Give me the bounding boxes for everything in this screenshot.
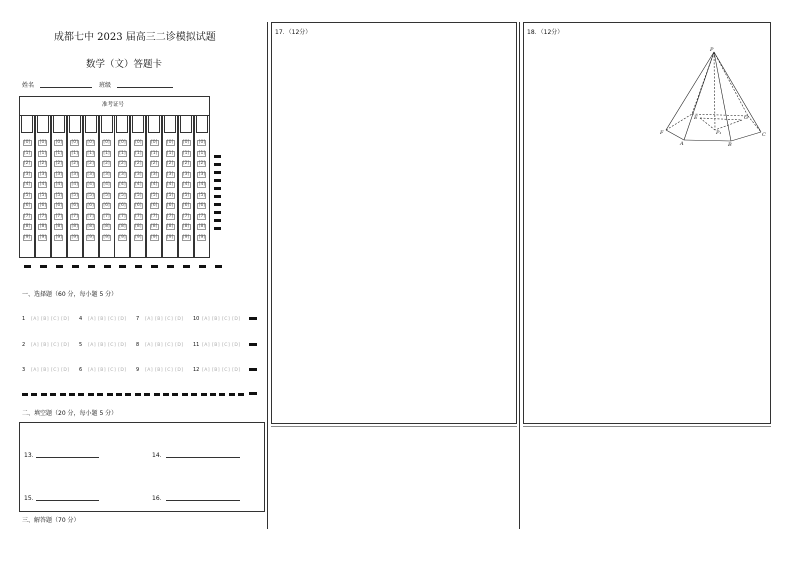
exam-id-digit-bubble[interactable]: [2] [166,161,174,166]
column-divider-1 [267,22,268,529]
label-G: G [744,115,748,121]
timing-mark [31,393,37,396]
mcq-question-number: 12 [193,367,200,373]
exam-id-digit-bubble[interactable]: [7] [103,213,110,219]
mcq-question-number: 6 [79,367,83,373]
q17-answer-box[interactable] [271,22,517,424]
exam-id-digit-bubble[interactable]: [9] [135,234,142,240]
exam-id-digit-bubble[interactable]: [0] [198,140,206,145]
exam-id-digit-bubble[interactable]: [9] [151,234,158,240]
exam-id-digit-bubble[interactable]: [8] [182,224,190,229]
exam-id-digit-bubble[interactable]: [6] [182,203,190,208]
exam-id-digit-bubble[interactable]: [5] [135,192,142,198]
exam-id-digit-bubble[interactable]: [0] [23,140,31,145]
pyramid-figure [660,44,770,150]
timing-mark [249,317,257,320]
timing-mark [135,265,142,268]
label-B: B [728,142,732,148]
exam-id-digit-bubble[interactable]: [6] [151,203,158,208]
q18-label: 18．（12分） [527,29,564,36]
exam-id-digit-bubble[interactable]: [5] [87,192,94,198]
exam-id-digit-bubble[interactable]: [7] [23,213,31,219]
timing-mark [214,155,221,158]
q16-answer-line[interactable] [166,493,240,501]
q17-bottom-rule [271,426,517,427]
exam-id-write-box[interactable] [101,116,113,133]
timing-mark [210,393,216,396]
exam-id-digit-bubble[interactable]: [2] [103,161,110,166]
exam-id-digit-bubble[interactable]: [5] [119,192,126,198]
timing-mark [215,265,222,268]
mcq-question-number: 10 [193,316,200,322]
exam-id-digit-bubble[interactable]: [8] [166,224,174,229]
timing-mark [219,393,225,396]
exam-id-digit-bubble[interactable]: [7] [39,213,47,219]
exam-id-digit-bubble[interactable]: [3] [119,171,126,177]
exam-id-digit-bubble[interactable]: [1] [55,150,62,156]
exam-id-digit-bubble[interactable]: [6] [87,203,94,208]
timing-mark [104,265,111,268]
exam-id-digit-bubble[interactable]: [9] [71,234,78,240]
exam-id-digit-bubble[interactable]: [1] [119,150,126,156]
class-field[interactable] [117,80,173,88]
mcq-options[interactable]: [A] [B] [C] [D] [88,316,127,322]
q18-bottom-rule [523,426,771,427]
timing-mark [214,219,221,222]
label-A: A [680,141,684,147]
exam-id-digit-bubble[interactable]: [1] [182,150,190,156]
exam-id-write-box[interactable] [132,116,144,133]
timing-mark [183,265,190,268]
exam-id-digit-bubble[interactable]: [6] [39,203,47,208]
exam-id-digit-bubble[interactable]: [8] [103,224,110,229]
exam-id-digit-bubble[interactable]: [0] [87,140,94,145]
exam-id-digit-bubble[interactable]: [0] [135,140,142,145]
timing-mark [172,393,178,396]
timing-mark [191,393,197,396]
exam-id-digit-bubble[interactable]: [3] [198,171,206,177]
exam-id-digit-bubble[interactable]: [7] [166,213,174,219]
exam-id-digit-bubble[interactable]: [4] [87,182,94,187]
exam-id-digit-bubble[interactable]: [4] [198,182,206,187]
exam-id-digit-bubble[interactable]: [5] [39,192,47,198]
exam-id-digit-bubble[interactable]: [5] [103,192,110,198]
timing-mark [107,393,113,396]
timing-mark [78,393,84,396]
exam-id-digit-bubble[interactable]: [4] [71,182,78,187]
exam-id-digit-bubble[interactable]: [1] [198,150,206,156]
exam-id-digit-bubble[interactable]: [1] [135,150,142,156]
timing-mark [214,179,221,182]
timing-mark [214,211,221,214]
timing-mark [60,393,66,396]
exam-id-digit-bubble[interactable]: [4] [135,182,142,187]
exam-id-digit-bubble[interactable]: [7] [135,213,142,219]
exam-id-digit-bubble[interactable]: [3] [39,171,47,177]
exam-id-digit-bubble[interactable]: [3] [87,171,94,177]
mcq-options[interactable]: [A] [B] [C] [D] [202,367,241,373]
exam-id-write-box[interactable] [21,116,33,133]
timing-mark [214,203,221,206]
section3-heading: 三、解答题（70 分） [22,517,80,524]
mcq-options[interactable]: [A] [B] [C] [D] [145,367,184,373]
q15-label: 15． [24,495,38,502]
timing-mark [22,393,28,396]
exam-id-digit-bubble[interactable]: [9] [39,234,47,240]
exam-id-digit-bubble[interactable]: [8] [198,224,206,229]
exam-id-digit-bubble[interactable]: [7] [182,213,190,219]
q13-label: 13． [24,452,38,459]
exam-id-digit-bubble[interactable]: [1] [166,150,174,156]
exam-id-digit-bubble[interactable]: [3] [182,171,190,177]
exam-id-digit-bubble[interactable]: [4] [23,182,31,187]
exam-id-label: 准考证号 [102,102,125,108]
exam-id-digit-bubble[interactable]: [3] [135,171,142,177]
label-E: E [694,115,698,121]
exam-id-digit-bubble[interactable]: [0] [103,140,110,145]
mcq-question-number: 4 [79,316,83,322]
exam-id-digit-bubble[interactable]: [8] [55,224,62,229]
exam-id-digit-bubble[interactable]: [0] [166,140,174,145]
exam-id-digit-bubble[interactable]: [1] [39,150,47,156]
exam-id-digit-bubble[interactable]: [9] [166,234,174,240]
exam-id-digit-bubble[interactable]: [6] [119,203,126,208]
section1-heading: 一、选择题（60 分，每小题 5 分） [22,291,118,298]
mcq-question-number: 8 [136,342,140,348]
exam-id-digit-bubble[interactable]: [5] [166,192,174,198]
timing-mark [238,393,244,396]
name-field[interactable] [40,80,92,88]
exam-id-digit-bubble[interactable]: [9] [103,234,110,240]
exam-id-write-box[interactable] [164,116,176,133]
timing-mark [125,393,131,396]
mcq-options[interactable]: [A] [B] [C] [D] [202,316,241,322]
page-title: 成都七中 2023 届高三二诊模拟试题 [54,32,216,43]
exam-id-digit-bubble[interactable]: [0] [71,140,78,145]
exam-id-digit-bubble[interactable]: [0] [182,140,190,145]
q17-label: 17．（12分） [275,29,312,36]
q14-label: 14． [152,452,166,459]
exam-id-digit-bubble[interactable]: [3] [23,171,31,177]
timing-mark [151,265,158,268]
exam-id-digit-bubble[interactable]: [5] [151,192,158,198]
exam-id-digit-bubble[interactable]: [7] [87,213,94,219]
exam-id-digit-bubble[interactable]: [4] [151,182,158,187]
exam-id-digit-bubble[interactable]: [1] [71,150,78,156]
timing-mark [72,265,79,268]
exam-id-digit-bubble[interactable]: [2] [23,161,31,166]
mcq-options[interactable]: [A] [B] [C] [D] [202,342,241,348]
label-C: C [762,132,766,138]
timing-mark [249,343,257,346]
exam-id-digit-bubble[interactable]: [8] [71,224,78,229]
timing-mark [144,393,150,396]
exam-id-digit-bubble[interactable]: [6] [71,203,78,208]
column-divider-2 [519,22,520,529]
label-F: F [660,130,664,136]
timing-mark [41,393,47,396]
exam-id-digit-bubble[interactable]: [5] [182,192,190,198]
timing-mark [214,195,221,198]
timing-mark [182,393,188,396]
exam-id-digit-bubble[interactable]: [9] [198,234,206,240]
timing-mark [24,265,31,268]
timing-mark [214,187,221,190]
exam-id-digit-bubble[interactable]: [2] [151,161,158,166]
exam-id-write-box[interactable] [53,116,65,133]
mcq-options[interactable]: [A] [B] [C] [D] [145,316,184,322]
exam-id-digit-bubble[interactable]: [2] [55,161,62,166]
exam-id-digit-bubble[interactable]: [5] [71,192,78,198]
mcq-question-number: 1 [22,316,26,322]
timing-mark [69,393,75,396]
exam-id-digit-bubble[interactable]: [9] [23,234,31,240]
name-label: 姓名 [22,82,35,89]
exam-id-digit-bubble[interactable]: [3] [151,171,158,177]
exam-id-write-box[interactable] [116,116,128,133]
timing-mark [119,265,126,268]
exam-id-digit-bubble[interactable]: [6] [135,203,142,208]
exam-id-digit-bubble[interactable]: [1] [103,150,110,156]
timing-mark [201,393,207,396]
exam-id-digit-bubble[interactable]: [9] [55,234,62,240]
q13-answer-line[interactable] [36,450,99,458]
timing-mark [249,392,257,395]
timing-mark [167,265,174,268]
exam-id-write-box[interactable] [85,116,97,133]
exam-id-digit-bubble[interactable]: [6] [103,203,110,208]
mcq-question-number: 9 [136,367,140,373]
mcq-question-number: 5 [79,342,83,348]
exam-id-write-box[interactable] [148,116,160,133]
exam-id-digit-bubble[interactable]: [2] [71,161,78,166]
page-subtitle: 数学（文）答题卡 [86,59,163,70]
exam-id-digit-bubble[interactable]: [0] [151,140,158,145]
exam-id-write-box[interactable] [37,116,49,133]
mcq-question-number: 11 [193,342,200,348]
label-P1: P₁ [716,130,722,136]
exam-id-digit-bubble[interactable]: [2] [182,161,190,166]
exam-id-digit-bubble[interactable]: [2] [198,161,206,166]
exam-id-digit-bubble[interactable]: [1] [151,150,158,156]
mcq-options[interactable]: [A] [B] [C] [D] [88,342,127,348]
exam-id-digit-bubble[interactable]: [0] [39,140,47,145]
exam-id-digit-bubble[interactable]: [2] [87,161,94,166]
exam-id-digit-bubble[interactable]: [5] [55,192,62,198]
exam-id-digit-bubble[interactable]: [2] [135,161,142,166]
timing-mark [135,393,141,396]
exam-id-digit-bubble[interactable]: [9] [119,234,126,240]
exam-id-digit-bubble[interactable]: [4] [166,182,174,187]
exam-id-digit-bubble[interactable]: [4] [119,182,126,187]
mcq-question-number: 7 [136,316,140,322]
exam-id-digit-bubble[interactable]: [2] [39,161,47,166]
timing-mark [50,393,56,396]
exam-id-digit-bubble[interactable]: [4] [55,182,62,187]
mcq-options[interactable]: [A] [B] [C] [D] [88,367,127,373]
mcq-question-number: 2 [22,342,26,348]
q15-answer-line[interactable] [36,493,99,501]
class-label: 班级 [99,82,112,89]
timing-mark [116,393,122,396]
mcq-options[interactable]: [A] [B] [C] [D] [31,367,70,373]
exam-id-digit-bubble[interactable]: [4] [39,182,47,187]
exam-id-write-box[interactable] [196,116,208,133]
timing-mark [249,368,257,371]
exam-id-digit-bubble[interactable]: [9] [87,234,94,240]
exam-id-digit-bubble[interactable]: [6] [55,203,62,208]
exam-id-digit-bubble[interactable]: [3] [55,171,62,177]
exam-id-digit-bubble[interactable]: [6] [23,203,31,208]
exam-id-write-box[interactable] [180,116,192,133]
mcq-options[interactable]: [A] [B] [C] [D] [31,316,70,322]
exam-id-digit-bubble[interactable]: [1] [87,150,94,156]
timing-mark [199,265,206,268]
q14-answer-line[interactable] [166,450,240,458]
exam-id-digit-bubble[interactable]: [3] [103,171,110,177]
timing-mark [214,163,221,166]
mcq-question-number: 3 [22,367,26,373]
exam-id-digit-bubble[interactable]: [7] [71,213,78,219]
exam-id-digit-bubble[interactable]: [8] [23,224,31,229]
exam-id-digit-bubble[interactable]: [2] [119,161,126,166]
exam-id-digit-bubble[interactable]: [6] [198,203,206,208]
exam-id-digit-bubble[interactable]: [1] [23,150,31,156]
mcq-options[interactable]: [A] [B] [C] [D] [31,342,70,348]
exam-id-digit-bubble[interactable]: [8] [119,224,126,229]
exam-id-digit-bubble[interactable]: [0] [55,140,62,145]
exam-id-digit-bubble[interactable]: [7] [151,213,158,219]
exam-id-digit-bubble[interactable]: [6] [166,203,174,208]
exam-id-digit-bubble[interactable]: [7] [119,213,126,219]
exam-id-digit-bubble[interactable]: [8] [87,224,94,229]
exam-id-digit-bubble[interactable]: [5] [198,192,206,198]
exam-id-digit-bubble[interactable]: [4] [182,182,190,187]
exam-id-write-box[interactable] [69,116,81,133]
timing-mark [56,265,63,268]
exam-id-digit-bubble[interactable]: [8] [39,224,47,229]
timing-mark [214,227,221,230]
label-P: P [710,47,714,53]
exam-id-digit-bubble[interactable]: [8] [151,224,158,229]
exam-id-digit-bubble[interactable]: [3] [166,171,174,177]
exam-id-digit-bubble[interactable]: [4] [103,182,110,187]
section2-heading: 二、填空题（20 分，每小题 5 分） [22,410,118,417]
exam-id-digit-bubble[interactable]: [3] [71,171,78,177]
exam-id-digit-bubble[interactable]: [5] [23,192,31,198]
timing-mark [40,265,47,268]
timing-mark [154,393,160,396]
mcq-options[interactable]: [A] [B] [C] [D] [145,342,184,348]
timing-mark [97,393,103,396]
exam-id-digit-bubble[interactable]: [7] [55,213,62,219]
timing-mark [88,393,94,396]
q16-label: 16． [152,495,166,502]
timing-mark [229,393,235,396]
timing-mark [163,393,169,396]
exam-id-digit-bubble[interactable]: [7] [198,213,206,219]
timing-mark [214,171,221,174]
exam-id-digit-bubble[interactable]: [8] [135,224,142,229]
exam-id-digit-bubble[interactable]: [9] [182,234,190,240]
timing-mark [88,265,95,268]
exam-id-digit-bubble[interactable]: [0] [119,140,126,145]
